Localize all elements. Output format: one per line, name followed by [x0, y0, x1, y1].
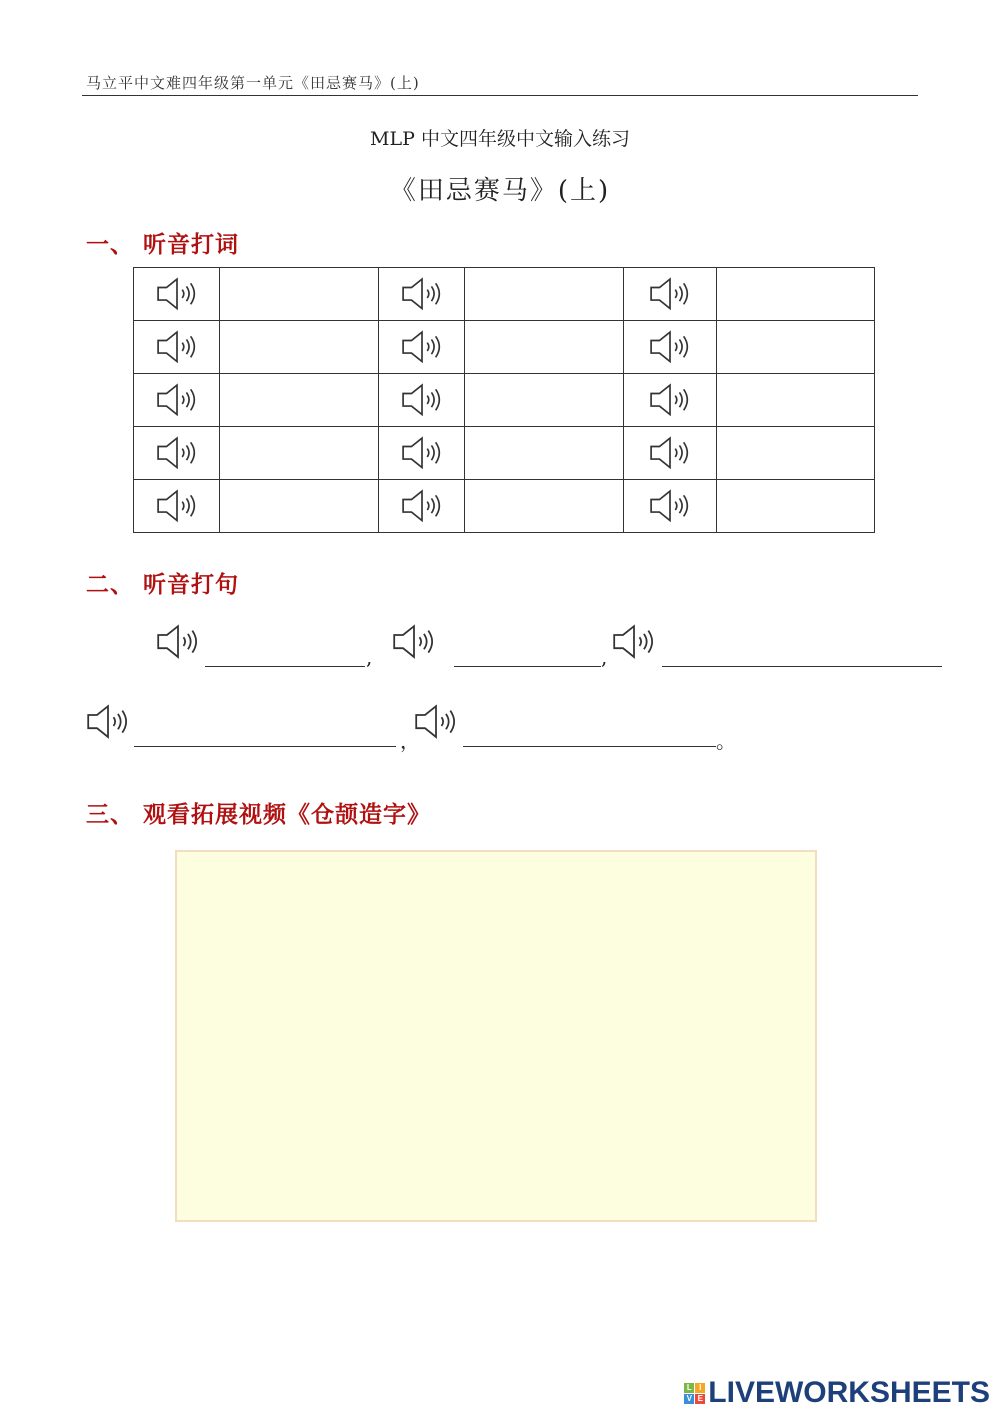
speaker-icon[interactable] [414, 704, 458, 743]
speaker-icon[interactable] [649, 443, 691, 462]
answer-input[interactable] [220, 480, 379, 533]
table-row [134, 268, 875, 321]
speaker-icon[interactable] [392, 624, 436, 663]
table-row [134, 321, 875, 374]
speaker-icon[interactable] [156, 337, 198, 356]
liveworksheets-logo [684, 1376, 990, 1410]
answer-input[interactable] [220, 268, 379, 321]
speaker-icon[interactable] [649, 337, 691, 356]
header-divider [82, 95, 918, 96]
answer-input[interactable] [717, 427, 875, 480]
speaker-icon[interactable] [649, 496, 691, 515]
section-3-heading: 三、 观看拓展视频《仓颉造字》 [86, 801, 432, 828]
audio-cell [624, 321, 717, 374]
audio-cell [624, 374, 717, 427]
speaker-icon[interactable] [649, 284, 691, 303]
logo-badge: L I V E [684, 1383, 705, 1404]
answer-input[interactable] [717, 374, 875, 427]
audio-cell [379, 427, 465, 480]
answer-input[interactable] [717, 480, 875, 533]
comma: , [366, 645, 373, 669]
comma: ， [400, 729, 420, 753]
audio-cell [134, 321, 220, 374]
worksheet-title: 《田忌赛马》(上) [389, 176, 611, 206]
speaker-icon[interactable] [401, 390, 443, 409]
table-row [134, 374, 875, 427]
answer-input[interactable] [465, 321, 624, 374]
answer-input[interactable] [220, 321, 379, 374]
audio-cell [379, 268, 465, 321]
section-2-heading: 二、 听音打句 [86, 571, 240, 598]
speaker-icon[interactable] [156, 496, 198, 515]
section-1-heading: 一、 听音打词 [86, 231, 240, 258]
answer-input[interactable] [465, 427, 624, 480]
audio-cell [379, 321, 465, 374]
audio-cell [379, 480, 465, 533]
speaker-icon[interactable] [401, 284, 443, 303]
sentence-answer-blank[interactable] [134, 746, 396, 747]
speaker-icon[interactable] [156, 284, 198, 303]
audio-cell [379, 374, 465, 427]
audio-cell [134, 374, 220, 427]
speaker-icon[interactable] [401, 337, 443, 356]
table-row [134, 427, 875, 480]
answer-input[interactable] [465, 480, 624, 533]
speaker-icon[interactable] [612, 624, 656, 663]
page-header: 马立平中文难四年级第一单元《田忌赛马》(上) [86, 74, 420, 92]
speaker-icon[interactable] [401, 443, 443, 462]
audio-cell [624, 480, 717, 533]
period: 。 [716, 729, 736, 753]
worksheet-subtitle: MLP 中文四年级中文输入练习 [370, 128, 630, 150]
sentence-answer-blank[interactable] [454, 666, 601, 667]
comma: , [601, 645, 608, 669]
answer-input[interactable] [465, 374, 624, 427]
speaker-icon[interactable] [156, 624, 200, 663]
table-row [134, 480, 875, 533]
audio-cell [134, 480, 220, 533]
audio-cell [134, 268, 220, 321]
speaker-icon[interactable] [156, 443, 198, 462]
sentence-answer-blank[interactable] [205, 666, 365, 667]
logo-text: LIVEWORKSHEETS [708, 1376, 990, 1409]
audio-cell [134, 427, 220, 480]
answer-input[interactable] [220, 374, 379, 427]
speaker-icon[interactable] [86, 704, 130, 743]
sentence-answer-blank[interactable] [463, 746, 716, 747]
speaker-icon[interactable] [401, 496, 443, 515]
answer-input[interactable] [465, 268, 624, 321]
audio-cell [624, 268, 717, 321]
answer-input[interactable] [220, 427, 379, 480]
sentence-answer-blank[interactable] [662, 666, 942, 667]
video-player[interactable] [175, 850, 817, 1222]
answer-input[interactable] [717, 268, 875, 321]
word-dictation-table [133, 267, 875, 533]
speaker-icon[interactable] [649, 390, 691, 409]
answer-input[interactable] [717, 321, 875, 374]
audio-cell [624, 427, 717, 480]
speaker-icon[interactable] [156, 390, 198, 409]
